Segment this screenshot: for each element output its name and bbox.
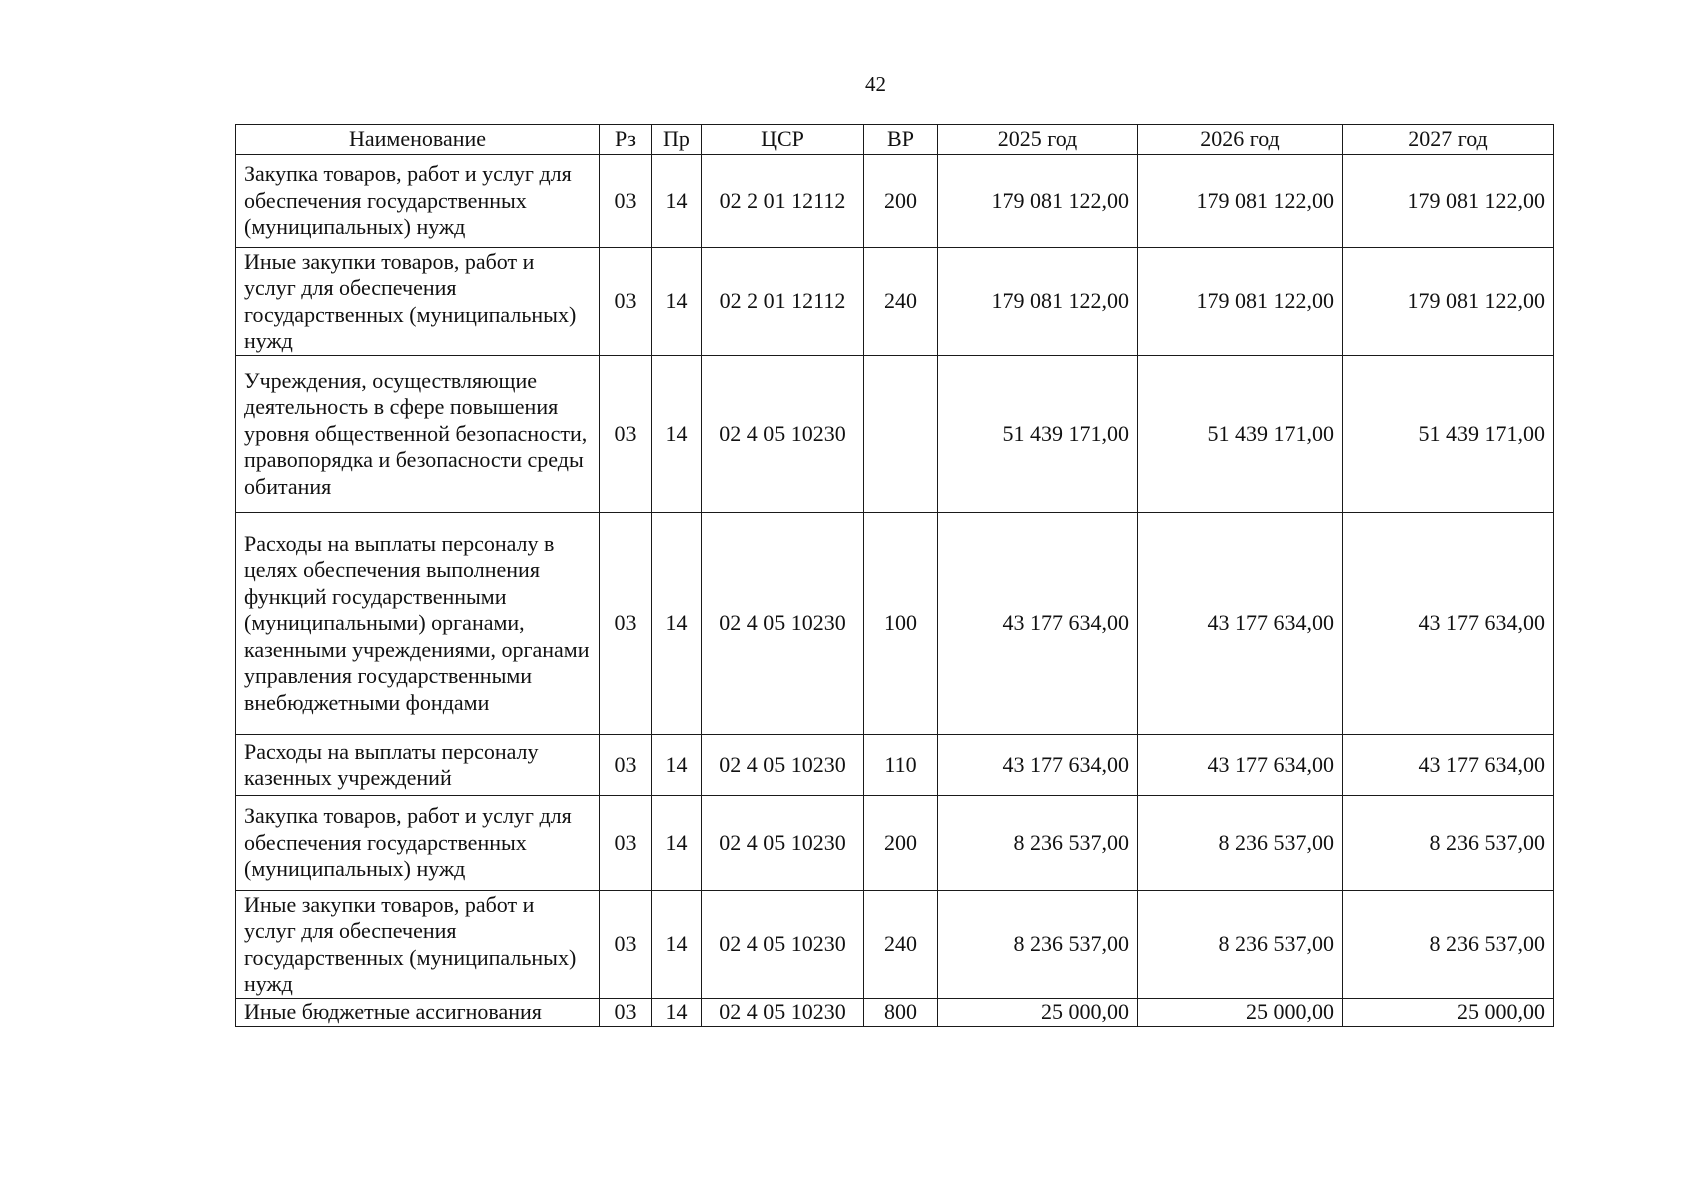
row-vr: 240 (864, 248, 938, 356)
row-2027: 43 177 634,00 (1343, 735, 1554, 796)
row-rz: 03 (600, 155, 652, 248)
header-pr: Пр (652, 125, 702, 155)
row-csr: 02 4 05 10230 (702, 735, 864, 796)
row-name: Расходы на выплаты персоналу казенных учреждений (236, 735, 600, 796)
row-pr: 14 (652, 796, 702, 891)
row-name: Закупка товаров, работ и услуг для обеспечения государственных (муниципальных) нужд (236, 155, 600, 248)
row-csr: 02 4 05 10230 (702, 891, 864, 999)
row-csr: 02 2 01 12112 (702, 248, 864, 356)
table-header-row (236, 125, 1554, 155)
row-pr: 14 (652, 513, 702, 735)
header-vr: ВР (864, 125, 938, 155)
row-2026: 51 439 171,00 (1138, 356, 1343, 513)
table-row (236, 513, 1554, 735)
row-2027: 51 439 171,00 (1343, 356, 1554, 513)
table-row (236, 356, 1554, 513)
row-rz: 03 (600, 999, 652, 1027)
row-csr: 02 4 05 10230 (702, 796, 864, 891)
row-pr: 14 (652, 356, 702, 513)
table-row (236, 248, 1554, 356)
row-2026: 179 081 122,00 (1138, 155, 1343, 248)
table-row (236, 735, 1554, 796)
page-number: 42 (865, 72, 886, 96)
header-2027: 2027 год (1343, 125, 1554, 155)
row-rz: 03 (600, 796, 652, 891)
row-csr: 02 4 05 10230 (702, 356, 864, 513)
budget-table (235, 124, 1554, 1027)
row-pr: 14 (652, 891, 702, 999)
row-2027: 179 081 122,00 (1343, 155, 1554, 248)
table-row (236, 999, 1554, 1027)
row-2027: 8 236 537,00 (1343, 796, 1554, 891)
row-2025: 8 236 537,00 (938, 891, 1138, 999)
row-name: Закупка товаров, работ и услуг для обеспечения государственных (муниципальных) нужд (236, 796, 600, 891)
row-pr: 14 (652, 155, 702, 248)
row-vr: 800 (864, 999, 938, 1027)
row-name: Учреждения, осуществляющие деятельность в сфере повышения уровня общественной безопасности, правопорядка и безопасности среды обитания (236, 356, 600, 513)
row-2026: 43 177 634,00 (1138, 735, 1343, 796)
row-pr: 14 (652, 735, 702, 796)
row-rz: 03 (600, 248, 652, 356)
row-name: Иные закупки товаров, работ и услуг для обеспечения государственных (муниципальных) нужд (236, 248, 600, 356)
header-2026: 2026 год (1138, 125, 1343, 155)
row-pr: 14 (652, 999, 702, 1027)
row-rz: 03 (600, 513, 652, 735)
row-2025: 179 081 122,00 (938, 155, 1138, 248)
row-name: Иные бюджетные ассигнования (236, 999, 600, 1027)
row-2027: 8 236 537,00 (1343, 891, 1554, 999)
table-row (236, 891, 1554, 999)
row-2025: 51 439 171,00 (938, 356, 1138, 513)
row-2026: 8 236 537,00 (1138, 891, 1343, 999)
row-csr: 02 2 01 12112 (702, 155, 864, 248)
row-vr (864, 356, 938, 513)
row-2027: 179 081 122,00 (1343, 248, 1554, 356)
row-csr: 02 4 05 10230 (702, 999, 864, 1027)
row-2027: 43 177 634,00 (1343, 513, 1554, 735)
table-row (236, 155, 1554, 248)
row-2027: 25 000,00 (1343, 999, 1554, 1027)
row-2025: 179 081 122,00 (938, 248, 1138, 356)
row-vr: 240 (864, 891, 938, 999)
row-2026: 8 236 537,00 (1138, 796, 1343, 891)
row-csr: 02 4 05 10230 (702, 513, 864, 735)
row-pr: 14 (652, 248, 702, 356)
row-2025: 43 177 634,00 (938, 513, 1138, 735)
row-2025: 25 000,00 (938, 999, 1138, 1027)
row-rz: 03 (600, 735, 652, 796)
header-name: Наименование (236, 125, 600, 155)
row-2025: 43 177 634,00 (938, 735, 1138, 796)
row-vr: 200 (864, 796, 938, 891)
header-rz: Рз (600, 125, 652, 155)
row-2026: 43 177 634,00 (1138, 513, 1343, 735)
row-2025: 8 236 537,00 (938, 796, 1138, 891)
row-name: Расходы на выплаты персоналу в целях обеспечения выполнения функций государственными (муниципальными) органами, казенными учреждениями, органами управления государственными внебюджетными фондами (236, 513, 600, 735)
row-2026: 25 000,00 (1138, 999, 1343, 1027)
row-rz: 03 (600, 356, 652, 513)
row-vr: 100 (864, 513, 938, 735)
header-2025: 2025 год (938, 125, 1138, 155)
row-vr: 200 (864, 155, 938, 248)
header-csr: ЦСР (702, 125, 864, 155)
row-name: Иные закупки товаров, работ и услуг для обеспечения государственных (муниципальных) нужд (236, 891, 600, 999)
row-vr: 110 (864, 735, 938, 796)
row-rz: 03 (600, 891, 652, 999)
table-row (236, 796, 1554, 891)
row-2026: 179 081 122,00 (1138, 248, 1343, 356)
